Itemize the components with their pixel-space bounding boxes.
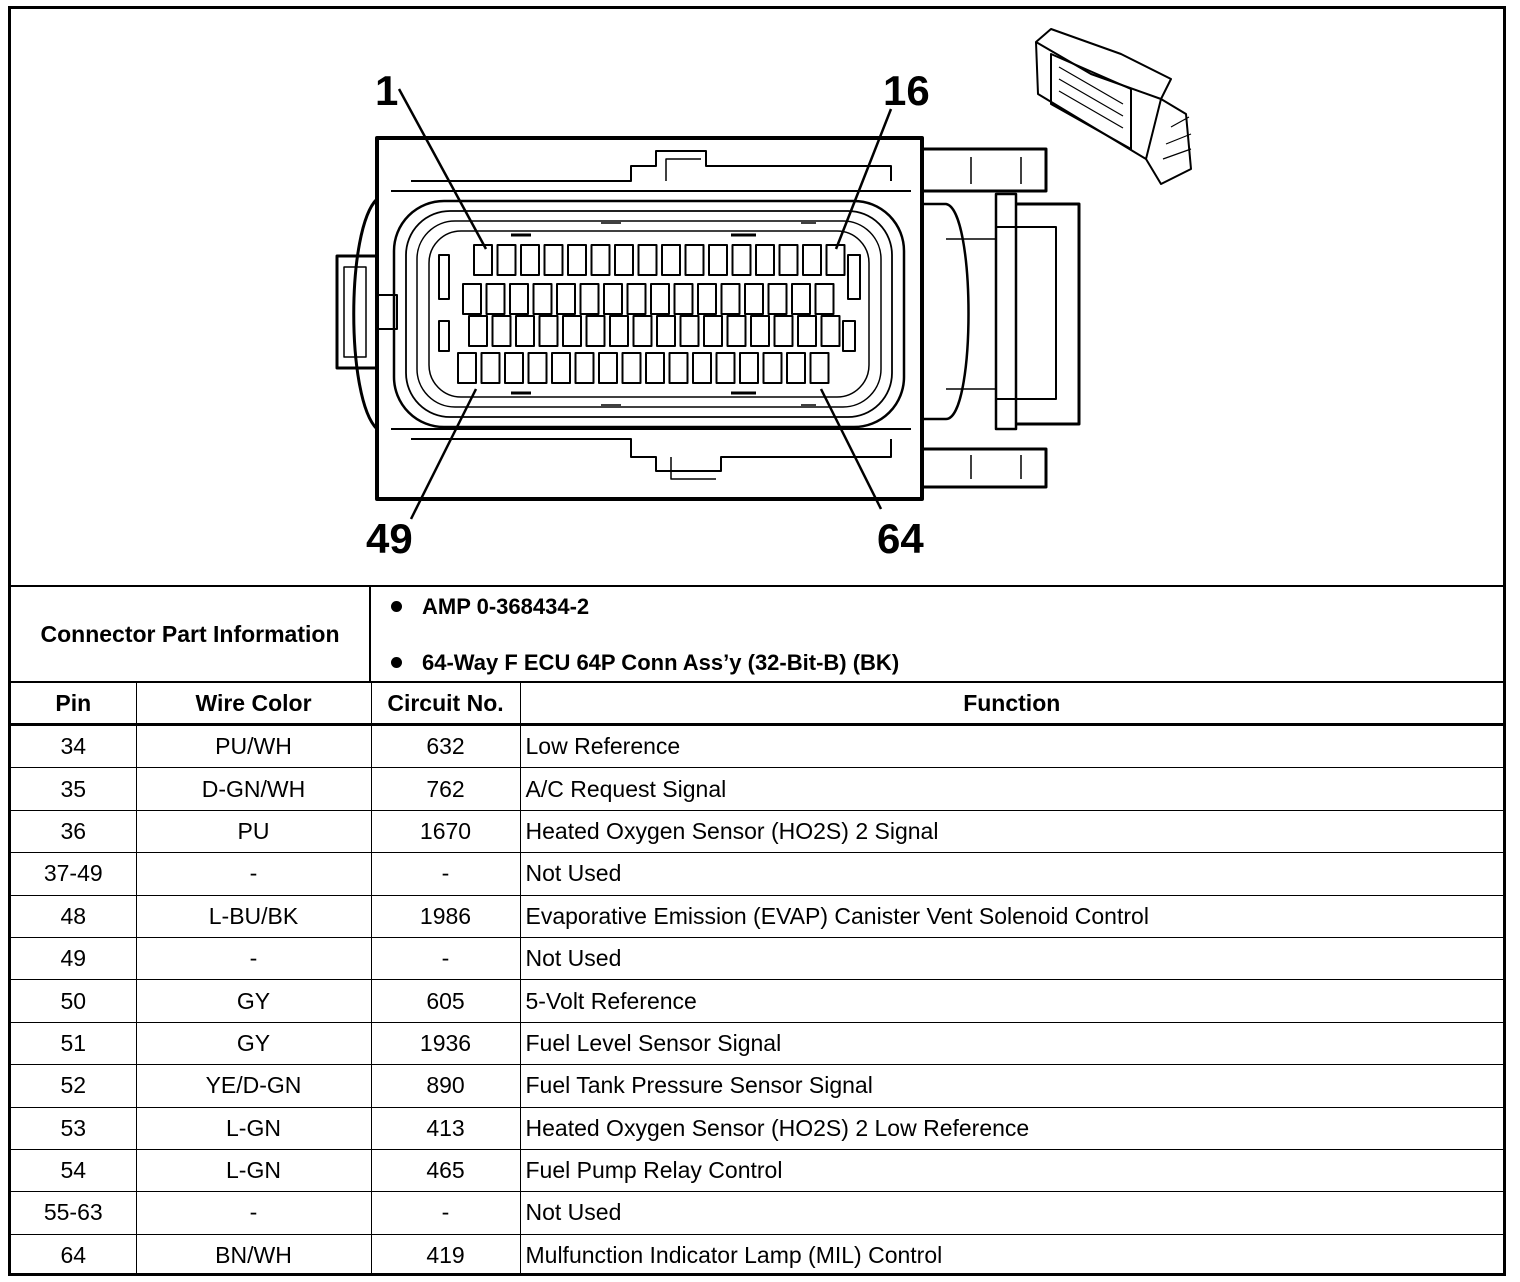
pointer-line-pin-64 [821,389,881,509]
pin-cavity [764,353,782,383]
circuit-no-cell: - [371,853,520,895]
circuit-no-cell: 605 [371,980,520,1022]
wire-color-cell: D-GN/WH [136,768,371,810]
column-header-function: Function [520,683,1503,725]
pin-cavity [670,353,688,383]
circuit-no-cell: 890 [371,1065,520,1107]
connector-diagram [11,9,1503,585]
table-row [11,725,1503,768]
pin-cavity [610,316,628,346]
pin-cavity [827,245,845,275]
pin-cavity [557,284,575,314]
connector-thumbnail [1036,29,1191,184]
circuit-no-cell: - [371,937,520,979]
pin-cavity [482,353,500,383]
table-row [11,1022,1503,1064]
connector-info-item: 64-Way F ECU 64P Conn Ass’y (32-Bit-B) (BK) [391,649,899,677]
pin-cavity [798,316,816,346]
table-row [11,1149,1503,1191]
pin-cavity [540,316,558,346]
wire-color-cell: L-BU/BK [136,895,371,937]
pin-cavity [623,353,641,383]
keying-block [439,321,449,351]
pin-cavity [792,284,810,314]
function-cell: A/C Request Signal [520,768,1503,810]
pin-cavity [469,316,487,346]
circuit-no-cell: 632 [371,725,520,768]
pin-cavity [657,316,675,346]
wire-color-cell: GY [136,980,371,1022]
pin-cell: 54 [11,1149,136,1191]
pin-cell: 51 [11,1022,136,1064]
pin-cavity [604,284,622,314]
pin-cavity [510,284,528,314]
pin-cavity [780,245,798,275]
pin-cavity [651,284,669,314]
pin-cavity [769,284,787,314]
bullet-icon [391,657,402,668]
pin-cavity [740,353,758,383]
keying-block [848,255,860,299]
pin-cavity [803,245,821,275]
pin-cavity [505,353,523,383]
pin-cavity [704,316,722,346]
table-row [11,1065,1503,1107]
function-cell: Fuel Pump Relay Control [520,1149,1503,1191]
pin-cavity [693,353,711,383]
function-cell: Not Used [520,1192,1503,1234]
pin-cavity [709,245,727,275]
wire-color-cell: L-GN [136,1107,371,1149]
pin-cavity [516,316,534,346]
wire-color-cell: YE/D-GN [136,1065,371,1107]
circuit-no-cell: 419 [371,1234,520,1276]
table-row [11,810,1503,852]
pin-cavity [811,353,829,383]
pin-cavity [545,245,563,275]
pin-cavity [628,284,646,314]
pin-cavity [587,316,605,346]
table-row [11,853,1503,895]
table-row [11,768,1503,810]
pin-cell: 34 [11,725,136,768]
pin-cavity [717,353,735,383]
pin-cavity [463,284,481,314]
pin-cavity [529,353,547,383]
function-cell: Evaporative Emission (EVAP) Canister Vent Solenoid Control [520,895,1503,937]
pin-cavity [563,316,581,346]
pin-cell: 53 [11,1107,136,1149]
pin-label-16: 16 [883,67,930,114]
function-cell: Heated Oxygen Sensor (HO2S) 2 Low Reference [520,1107,1503,1149]
column-header-circuit-no: Circuit No. [371,683,520,725]
function-cell: Fuel Level Sensor Signal [520,1022,1503,1064]
connector-info-item: AMP 0-368434-2 [391,593,899,621]
wire-color-cell: - [136,853,371,895]
pin-cavity [728,316,746,346]
function-cell: 5-Volt Reference [520,980,1503,1022]
table-row [11,937,1503,979]
pin-cell: 37-49 [11,853,136,895]
pin-cavity [498,245,516,275]
circuit-no-cell: - [371,1192,520,1234]
circuit-no-cell: 1986 [371,895,520,937]
pin-label-49: 49 [366,515,413,562]
pointer-line-pin-1 [399,89,486,249]
pin-cavity [521,245,539,275]
pin-cavity [599,353,617,383]
pin-cavity [534,284,552,314]
keying-block [439,255,449,299]
wire-color-cell: PU/WH [136,725,371,768]
pin-cavity [756,245,774,275]
pin-label-1: 1 [375,67,399,114]
table-row [11,1192,1503,1234]
pin-cell: 50 [11,980,136,1022]
pin-cavity [787,353,805,383]
keying-block [843,321,855,351]
pin-cavity [639,245,657,275]
function-cell: Not Used [520,937,1503,979]
pinout-table [11,683,1503,1276]
pin-cavity [775,316,793,346]
connector-info-list [391,593,899,677]
pin-cavity [474,245,492,275]
function-cell: Not Used [520,853,1503,895]
circuit-no-cell: 413 [371,1107,520,1149]
connector-info-title: Connector Part Information [11,587,371,681]
wire-color-cell: BN/WH [136,1234,371,1276]
pin-cavity [816,284,834,314]
pin-cavity [487,284,505,314]
pin-cell: 36 [11,810,136,852]
pin-cavity [493,316,511,346]
pin-label-64: 64 [877,515,924,562]
bullet-icon [391,601,402,612]
pin-cavity [576,353,594,383]
table-row [11,980,1503,1022]
function-cell: Heated Oxygen Sensor (HO2S) 2 Signal [520,810,1503,852]
table-row [11,895,1503,937]
pin-cavity [634,316,652,346]
connector-part-information [11,585,1503,683]
pin-cavity [646,353,664,383]
pin-grid [439,245,860,383]
column-header-pin: Pin [11,683,136,725]
pin-cavity [686,245,704,275]
wire-color-cell: - [136,937,371,979]
table-row [11,1234,1503,1276]
circuit-no-cell: 762 [371,768,520,810]
pin-cavity [751,316,769,346]
connector-sheet [8,6,1506,1276]
pin-cavity [733,245,751,275]
pin-cavity [722,284,740,314]
pin-cell: 35 [11,768,136,810]
pin-cell: 52 [11,1065,136,1107]
pin-cavity [662,245,680,275]
pin-cavity [615,245,633,275]
circuit-no-cell: 1936 [371,1022,520,1064]
pin-cavity [581,284,599,314]
pin-cavity [592,245,610,275]
wire-color-cell: L-GN [136,1149,371,1191]
table-header-row [11,683,1503,725]
pin-cavity [568,245,586,275]
column-header-wire-color: Wire Color [136,683,371,725]
circuit-no-cell: 465 [371,1149,520,1191]
pin-cavity [675,284,693,314]
pin-cell: 55-63 [11,1192,136,1234]
pin-cavity [698,284,716,314]
pin-cavity [458,353,476,383]
pin-cavity [681,316,699,346]
circuit-no-cell: 1670 [371,810,520,852]
function-cell: Low Reference [520,725,1503,768]
table-row [11,1107,1503,1149]
pin-cavity [745,284,763,314]
pin-cell: 49 [11,937,136,979]
wire-color-cell: GY [136,1022,371,1064]
function-cell: Fuel Tank Pressure Sensor Signal [520,1065,1503,1107]
wire-color-cell: PU [136,810,371,852]
pin-cavity [552,353,570,383]
pin-cavity [822,316,840,346]
function-cell: Mulfunction Indicator Lamp (MIL) Control [520,1234,1503,1276]
pin-cell: 64 [11,1234,136,1276]
wire-color-cell: - [136,1192,371,1234]
pin-cell: 48 [11,895,136,937]
